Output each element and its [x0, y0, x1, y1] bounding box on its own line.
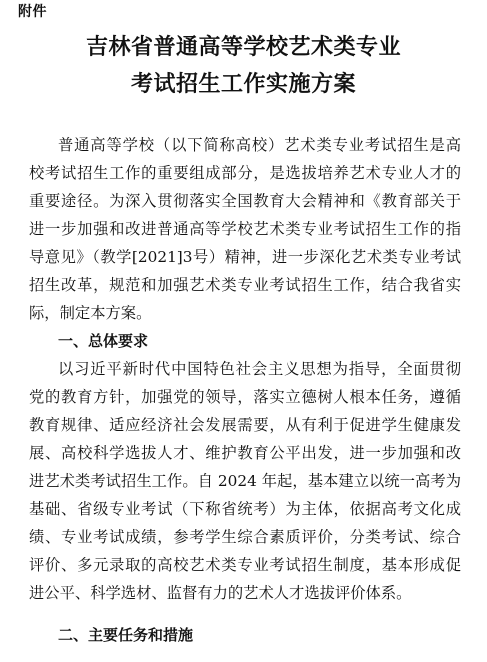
section1-paragraph-line: 进公平、科学选材、监督有力的艺术人才选拔评价体系。: [29, 584, 412, 602]
intro-paragraph-line: 普通高等学校（以下简称高校）艺术类专业考试招生是高: [58, 136, 461, 154]
intro-paragraph-line: 重要途径。为深入贯彻落实全国教育大会精神和《教育部关于: [29, 192, 461, 210]
section-heading-main-tasks: 二、主要任务和措施: [58, 626, 194, 644]
attachment-label: 附件: [18, 4, 47, 20]
section1-paragraph-line: 以习近平新时代中国特色社会主义思想为指导，全面贯彻: [58, 360, 461, 378]
document-title-line-2: 考试招生工作实施方案: [130, 72, 356, 97]
section-heading-general-requirements: 一、总体要求: [58, 332, 149, 350]
section1-paragraph-line: 基础、省级专业考试（下称省统考）为主体，依据高考文化成: [29, 500, 461, 518]
intro-paragraph-line: 校考试招生工作的重要组成部分，是选拔培养艺术专业人才的: [29, 164, 461, 182]
section1-paragraph-line: 绩、专业考试成绩，参考学生综合素质评价，分类考试、综合: [29, 528, 461, 546]
section1-paragraph-line: 评价、多元录取的高校艺术类专业考试招生制度，基本形成促: [29, 556, 461, 574]
section1-paragraph-line: 教育规律、适应经济社会发展需要，从有利于促进学生健康发: [29, 416, 461, 434]
document-title-line-1: 吉林省普通高等学校艺术类专业: [85, 35, 401, 60]
intro-paragraph-line: 招生改革，规范和加强艺术类专业考试招生工作，结合我省实: [29, 276, 461, 294]
section1-paragraph-line: 展、高校科学选拔人才、维护教育公平出发，进一步加强和改: [29, 444, 461, 462]
intro-paragraph-line: 导意见》（教学[2021]3号）精神，进一步深化艺术类专业考试: [29, 248, 461, 266]
section1-paragraph-line: 进艺术类考试招生工作。自 2024 年起，基本建立以统一高考为: [29, 472, 461, 490]
intro-paragraph-line: 际，制定本方案。: [29, 304, 152, 322]
section1-paragraph-line: 党的教育方针，加强党的领导，落实立德树人根本任务，遵循: [29, 388, 461, 406]
intro-paragraph-line: 进一步加强和改进普通高等学校艺术类专业考试招生工作的指: [29, 220, 461, 238]
